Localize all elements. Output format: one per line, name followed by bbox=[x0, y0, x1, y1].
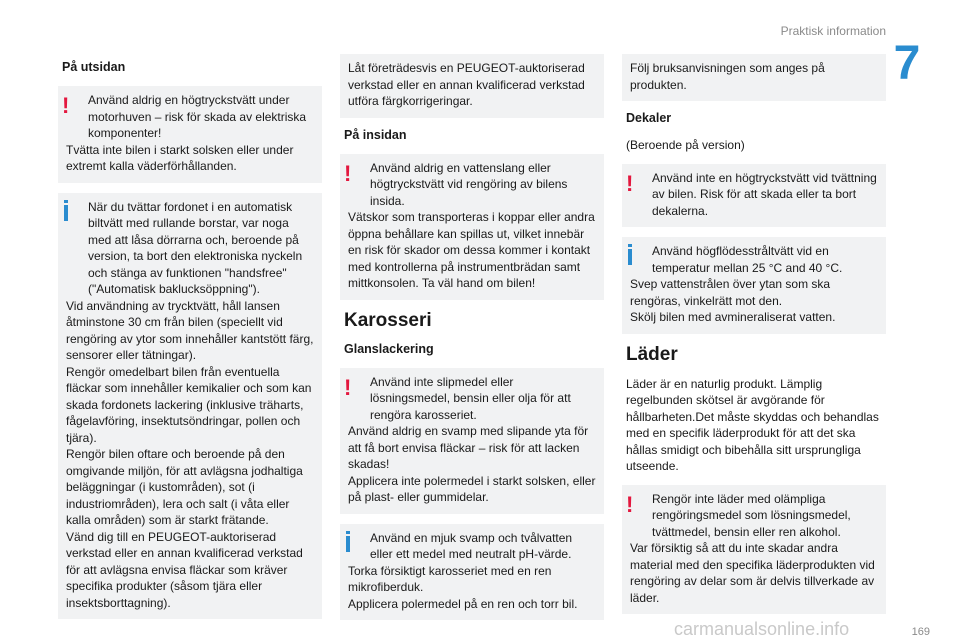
heading-lader: Läder bbox=[626, 343, 678, 365]
warning-box: ! Använd aldrig en högtryckstvätt under motorhuven – risk för skada av elektriska komponenter! Tvätta inte bilen i starkt solsken eller under extremt kalla väderförhållanden. bbox=[58, 86, 322, 183]
warning-lead: Använd inte en högtryckstvätt vid tvättning av bilen. Risk för att skada eller ta bort dekalerna. bbox=[652, 170, 877, 218]
column-1 bbox=[58, 54, 322, 629]
continued-text: Följ bruksanvisningen som anges på produkten. bbox=[630, 61, 825, 92]
text-line: Vätskor som transporteras i koppar eller andra öppna behållare kan spillas ut, vilket innebär en risk för skador om dessa kommer i kontakt med kontrollerna på instrumentbrädan samt mittkonsolen. Ta väl hand om bilen! bbox=[348, 210, 595, 290]
text-line: Svep vattenstrålen över ytan som ska rengöras, vinkelrätt mot den. bbox=[630, 277, 831, 308]
continued-box bbox=[622, 54, 886, 101]
subheading-dekaler: Dekaler bbox=[626, 111, 672, 125]
text-line: Rengör omedelbart bilen från eventuella fläckar som innehåller kemikalier och som kan skada fordonets lackering (inklusive träharts, fågelavföring, insektutsöndringar, pollen och tjära). bbox=[66, 364, 312, 445]
text-line: Applicera polermedel på en ren och torr bil. bbox=[348, 596, 578, 611]
warning-lead: Rengör inte läder med olämpliga rengöringsmedel som lösningsmedel, tvättmedel, bensin eller ren alkohol. bbox=[652, 491, 851, 539]
version-note: (Beroende på version) bbox=[626, 138, 745, 152]
text-line: Applicera inte polermedel i starkt solsken, eller på plast- eller gummidelar. bbox=[348, 473, 596, 504]
warning-lead: Använd aldrig en högtryckstvätt under motorhuven – risk för skada av elektriska komponenter! bbox=[88, 93, 307, 140]
continued-box bbox=[340, 54, 604, 118]
text-line: Läder är en naturlig produkt. Lämplig regelbunden skötsel är avgörande för hållbarheten. bbox=[626, 376, 825, 424]
text-line: Vänd dig till en PEUGEOT-auktoriserad verkstad eller en annan kvalificerad verkstad för att avlägsna envisa fläckar som kräver specifika produkter (såsom tjära eller insektsborttagning). bbox=[66, 529, 303, 610]
text-line: Skölj bilen med avmineraliserat vatten. bbox=[630, 310, 836, 324]
continued-text: Låt företrädesvis en PEUGEOT-auktoriserad verkstad eller en annan kvalificerad verkstad utföra färgkorrigeringar. bbox=[348, 61, 585, 108]
info-lines bbox=[66, 298, 314, 612]
warning-lines bbox=[66, 142, 314, 175]
leather-text bbox=[626, 376, 886, 475]
page-number: 169 bbox=[911, 626, 930, 638]
warning-lead: Använd aldrig en vattenslang eller högtryckstvätt vid rengöring av bilens insida. bbox=[370, 160, 568, 208]
warning-box: ! Använd aldrig en vattenslang eller högtryckstvätt vid rengöring av bilens insida. Vätskor som transporteras i koppar eller andra öppna behållare kan spillas ut, vilket innebär en risk för skador om dessa kommer i kontakt med kontrollerna på instrumentbrädan samt mittkonsolen. Ta väl hand om bilen! bbox=[340, 154, 604, 300]
warning-lines bbox=[348, 209, 596, 292]
info-lines bbox=[348, 563, 596, 613]
running-header: Praktisk information bbox=[780, 24, 886, 38]
column-3 bbox=[622, 54, 886, 624]
text-line: Vid användning av trycktvätt, håll lansen åtminstone 30 cm från bilen (speciellt vid rengöring av ytor som innehåller kantstött färg, sensorer eller tätningar). bbox=[66, 298, 314, 362]
text-line: Rengör bilen oftare och beroende på den omgivande miljön, för att avlägsna jodhaltiga beläggningar (i kustområden), sot (i industriområden), lera och salt (i våta eller kalla områden) som är starkt frätande. bbox=[66, 447, 303, 527]
warning-lines bbox=[348, 423, 596, 506]
info-box bbox=[622, 237, 886, 334]
info-lines bbox=[630, 276, 878, 326]
text-line: Var försiktig så att du inte skadar andra material med den specifika läderprodukten vid rengöring av delar som är delvis tillverkade av läder. bbox=[630, 541, 875, 605]
text-line: Det måste skyddas och behandlas med en specifik läderprodukt för att det ska hållas smidigt och bibehålla sitt ursprungliga utseende. bbox=[626, 409, 879, 473]
info-box bbox=[340, 524, 604, 621]
warning-lead: Använd inte slipmedel eller lösningsmedel, bensin eller olja för att rengöra karosseriet. bbox=[370, 374, 571, 422]
heading-karosseri: Karosseri bbox=[344, 309, 432, 331]
text-line: Torka försiktigt karosseriet med en ren mikrofiberduk. bbox=[348, 563, 552, 594]
warning-lines bbox=[630, 540, 878, 606]
column-2 bbox=[340, 54, 604, 630]
subheading-inside: På insidan bbox=[344, 127, 407, 142]
warning-box: ! Använd inte slipmedel eller lösningsmedel, bensin eller olja för att rengöra karosseriet. Använd aldrig en svamp med slipande yta för att få bort envisa fläckar – risk för att lacken skadas! Applicera inte polermedel i starkt solsken, eller på plast- eller gummidelar. bbox=[340, 368, 604, 514]
info-box bbox=[58, 193, 322, 620]
info-lead: När du tvättar fordonet i en automatisk biltvätt med rullande borstar, var noga med att låsa dörrarna och, beroende på version, ta bort den elektroniska nyckeln och stänga av funktionen "handsfree" ("Automatisk baklucksöppning"). bbox=[88, 199, 303, 296]
warning-box: ! Använd inte en högtryckstvätt vid tvättning av bilen. Risk för att skada eller ta bort dekalerna. bbox=[622, 164, 886, 228]
chapter-number: 7 bbox=[893, 37, 921, 90]
warning-box: ! Rengör inte läder med olämpliga rengöringsmedel som lösningsmedel, tvättmedel, bensin eller ren alkohol. Var försiktig så att du inte skadar andra material med den specifika läderprodukten vid rengöring av delar som är delvis tillverkade av läder. bbox=[622, 485, 886, 615]
text-line: Tvätta inte bilen i starkt solsken eller under extremt kalla väderförhållanden. bbox=[66, 142, 294, 173]
subheading-outside: På utsidan bbox=[62, 60, 126, 74]
info-lead: Använd en mjuk svamp och tvålvatten eller ett medel med neutralt pH-värde. bbox=[370, 530, 573, 561]
text-line: Använd aldrig en svamp med slipande yta för att få bort envisa fläckar – risk för att lacken skadas! bbox=[348, 424, 589, 471]
info-lead: Använd högflödesstråltvätt vid en temperatur mellan 25 °C and 40 °C. bbox=[652, 244, 843, 275]
subheading-glanslackering: Glanslackering bbox=[344, 341, 434, 356]
watermark: carmanualsonline.info bbox=[674, 619, 850, 639]
